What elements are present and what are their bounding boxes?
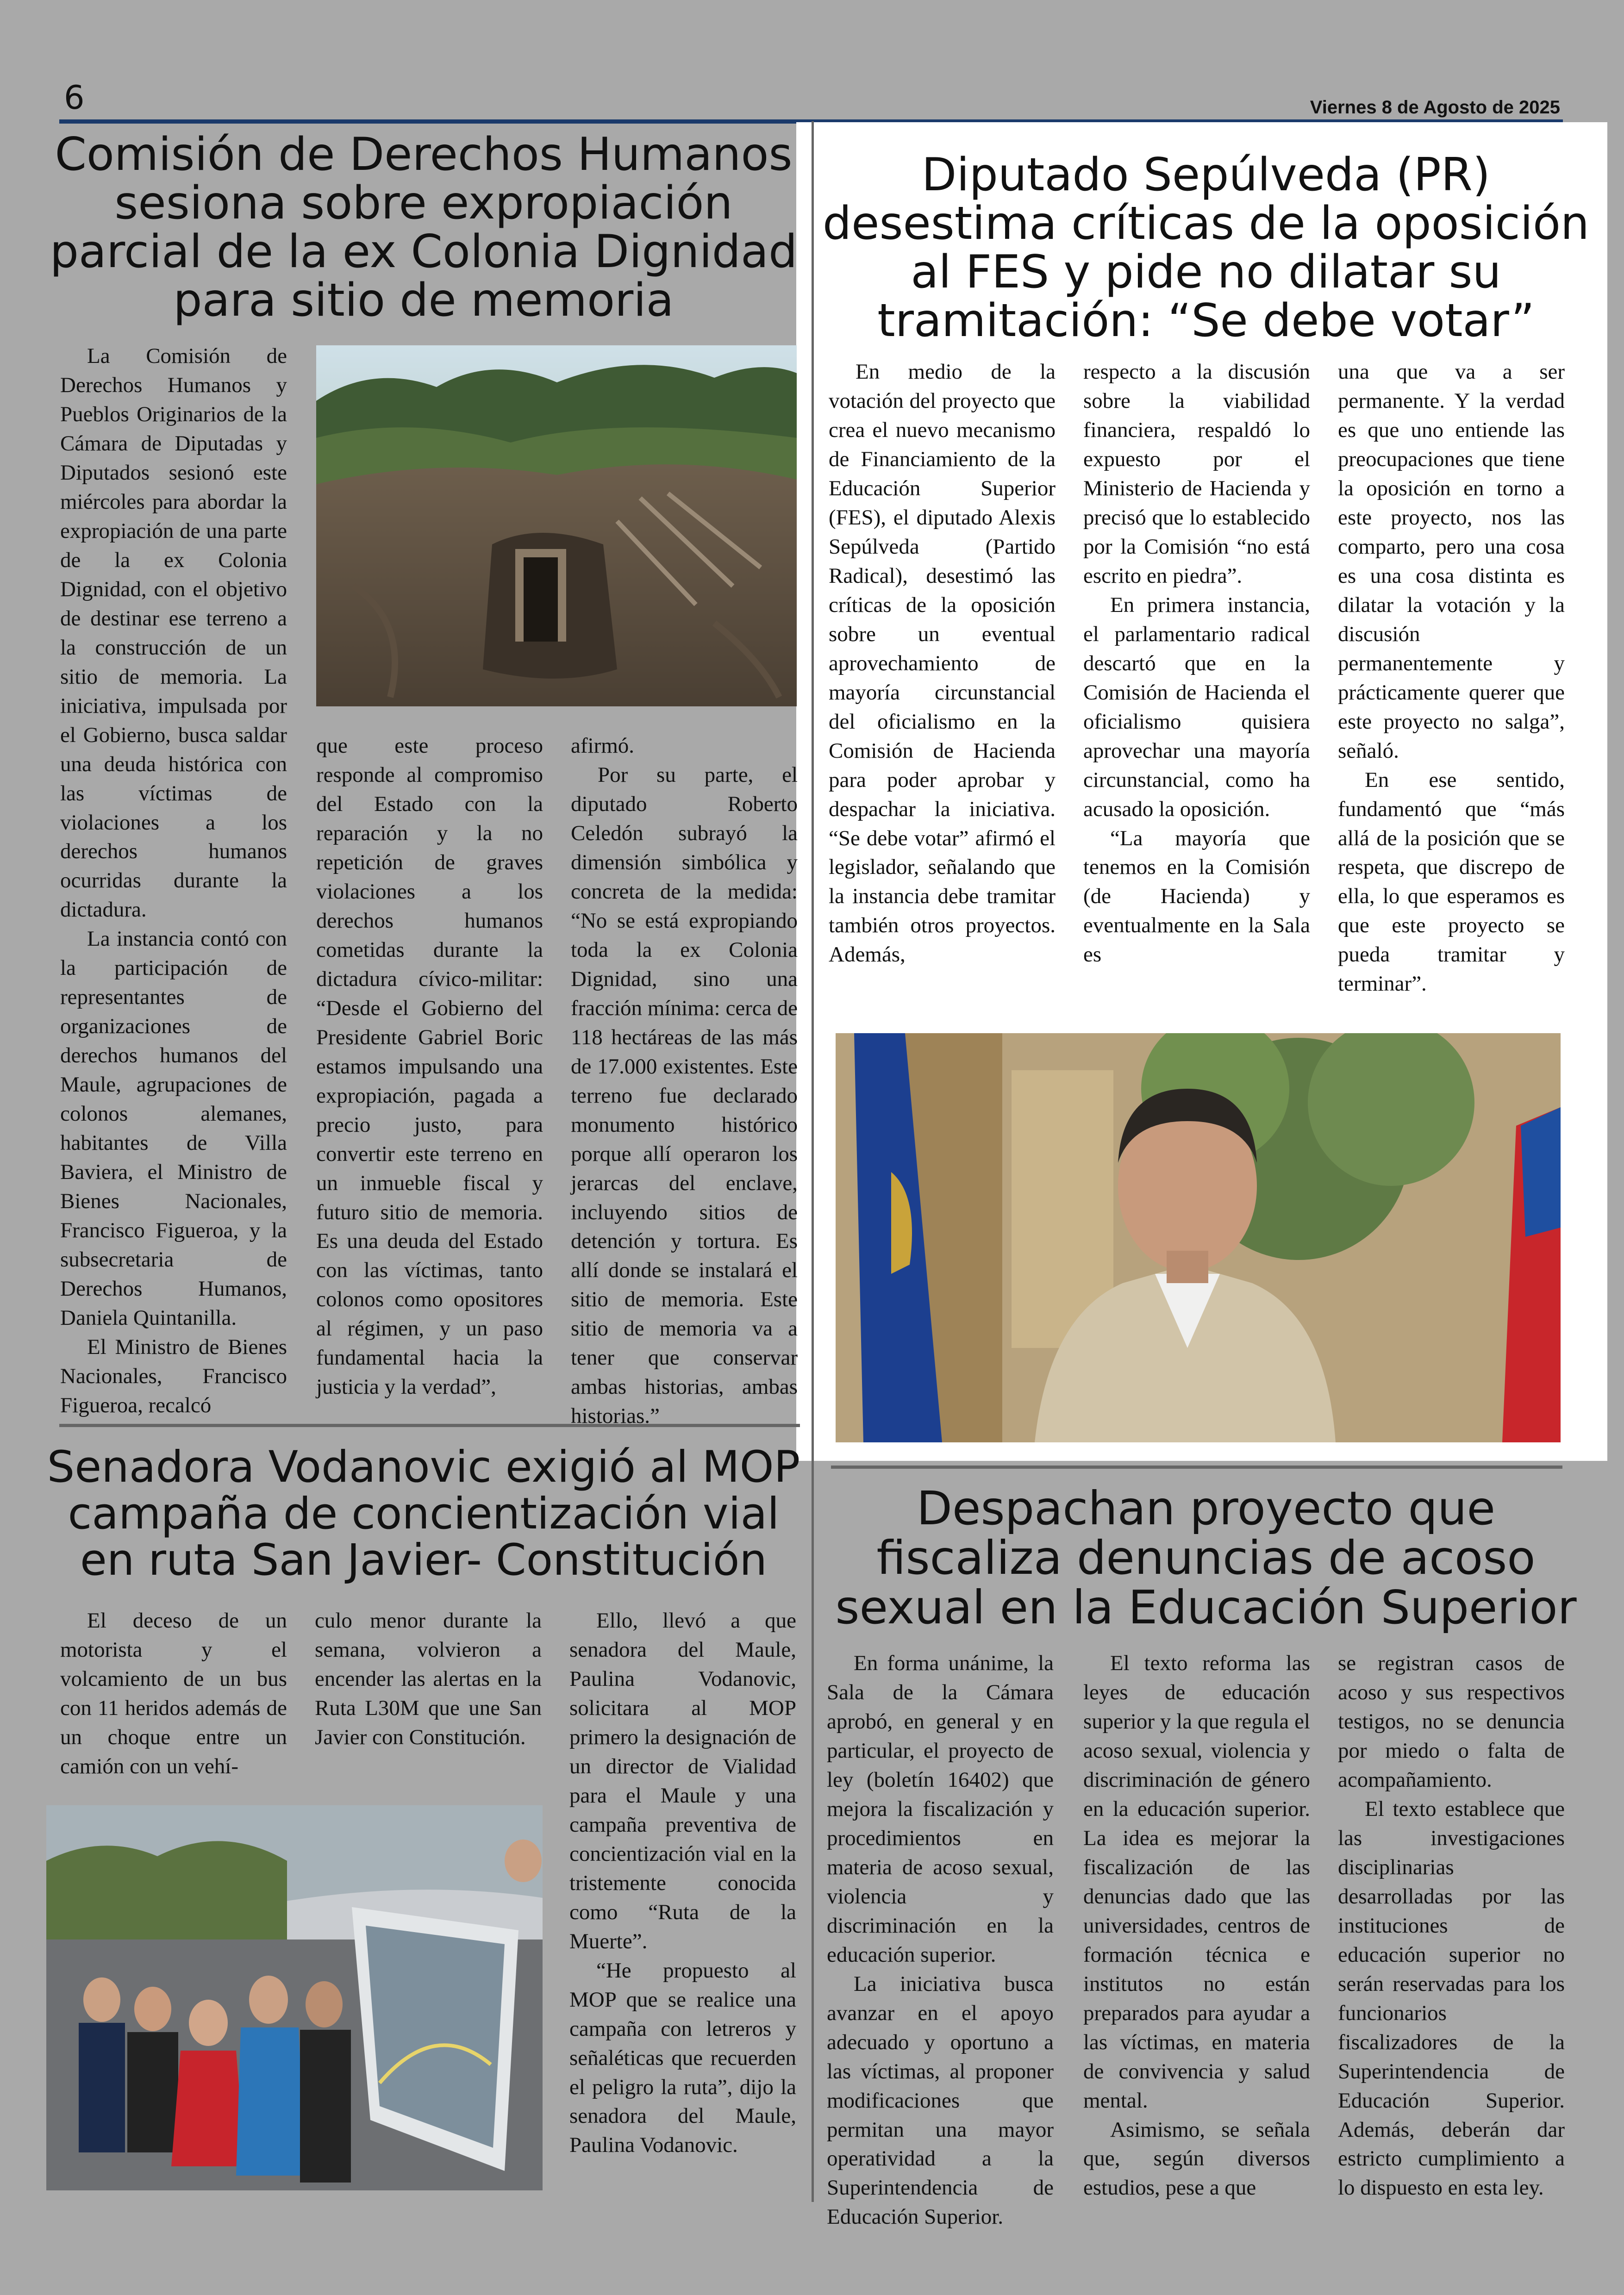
article1-headline: Comisión de Derechos Humanos sesiona sobre expropiación parcial de la ex Colonia Dignidad para sitio de memoria (50, 128, 798, 327)
article3-headline: Senadora Vodanovic exigió al MOP campaña de concientización vial en ruta San Javier- Constitución (47, 1442, 800, 1586)
column-divider (812, 121, 814, 2202)
paragraph: La instancia contó con la participación de representantes de organizaciones de derechos humanos del Maule, agrupaciones de colonos alemanes, habitantes de Villa Baviera, el Ministro de Bienes Nacionales, Francisco Figueroa, y la subsecretaria de Derechos Humanos, Daniela Quintanilla. (60, 927, 287, 1330)
article1-column-2 (316, 731, 543, 1402)
article1-photo-bunker (316, 345, 797, 706)
paragraph: que este proceso responde al compromiso del Estado con la reparación y la no repetición de graves violaciones a los derechos humanos cometidas durante la dictadura cívico-militar: “Desde el Gobierno del Presidente Gabriel Boric estamos impulsando una expropiación, pagada a precio justo, para convertir este terreno en un inmueble fiscal y futuro sitio de memoria. Es una deuda del Estado con las víctimas, tanto colonos como opositores al régimen, y un paso fundamental hacia la justicia y la verdad”, (316, 734, 543, 1399)
article4-headline: Despachan proyecto que fiscaliza denuncias de acoso sexual en la Educación Superior (835, 1481, 1577, 1634)
paragraph: En ese sentido, fundamentó que “más allá de la posición que se respeta, que discrepo de ella, lo que esperamos es que este proyecto se pueda tramitar y terminar”. (1338, 767, 1565, 996)
paragraph: respecto a la discusión sobre la viabilidad financiera, respaldó lo expuesto por el Ministerio de Hacienda y precisó que lo establecido por la Comisión “no está escrito en piedra”. (1083, 360, 1310, 588)
paragraph: El texto reforma las leyes de educación superior y la que regula el acoso sexual, violencia y discriminación de género en la educación superior. La idea es mejorar la fiscalización de las denuncias dado que las universidades, centros de formación técnica e institutos no están preparados para ayudar a las víctimas, en materia de convivencia y salud mental. (1083, 1651, 1310, 2113)
paragraph: Por su parte, el diputado Roberto Celedón subrayó la dimensión simbólica y concreta de la medida: “No se está expropiando toda la ex Colonia Dignidad, sino una fracción mínima: cerca de 118 hectáreas de las más de 17.000 existentes. Este terreno fue declarado monumento histórico porque allí operaron los jerarcas del enclave, incluyendo sitios de detención y tortura. Es allí donde se instalará el sitio de memoria. Este sitio de memoria va a tener que conservar ambas historias, ambas historias.” (571, 762, 798, 1428)
paragraph: Ello, llevó a que senadora del Maule, Paulina Vodanovic, solicitara al MOP primero la designación de un director de Vialidad para el Maule y una campaña preventiva de concientización vial en la tristemente conocida como “Ruta de la Muerte”. (569, 1609, 796, 1953)
paragraph: El deceso de un motorista y el volcamiento de un bus con 11 heridos además de un choque entre un camión con un vehí- (60, 1609, 287, 1778)
article3-column-2 (315, 1606, 542, 1752)
paragraph: El texto establece que las investigaciones disciplinarias desarrolladas por las instituciones de educación superior no serán reservadas para los funcionarios fiscalizadores de la Superintendencia de Educación Superior. Además, deberán dar estricto cumplimiento a lo dispuesto en esta ley. (1338, 1796, 1565, 2200)
deputy-portrait-image (836, 1033, 1561, 1442)
article2-headline: Diputado Sepúlveda (PR) desestima críticas de la oposición al FES y pide no dilatar su tramitación: “Se debe votar” (822, 149, 1590, 347)
paragraph: Asimismo, se señala que, según diversos estudios, pese a que (1083, 2117, 1310, 2200)
paragraph: En primera instancia, el parlamentario radical descartó que en la Comisión de Hacienda el oficialismo quisiera aprovechar una mayoría circunstancial, como ha acusado la oposición. (1083, 592, 1310, 821)
article3-column-3 (569, 1606, 796, 2160)
paragraph: En medio de la votación del proyecto que crea el nuevo mecanismo de Financiamiento de la Educación Superior (FES), el diputado Alexis Sepúlveda (Partido Radical), desestimó las críticas de la oposición sobre un eventual aprovechamiento de mayoría circunstancial del oficialismo en la Comisión de Hacienda para poder aprobar y despachar la iniciativa. “Se debe votar” afirmó el legislador, señalando que la instancia debe tramitar también otros proyectos. Además, (829, 360, 1056, 967)
paragraph: culo menor durante la semana, volvieron a encender las alertas en la Ruta L30M que une San Javier con Constitución. (315, 1609, 542, 1749)
paragraph: La iniciativa busca avanzar en el apoyo adecuado y oportuno a las víctimas, al proponer modificaciones que permitan una mayor operatividad a la Superintendencia de Educación Superior. (827, 1971, 1054, 2229)
paragraph: afirmó. (571, 734, 635, 758)
article4-column-3 (1338, 1649, 1565, 2202)
article1-column-1 (60, 342, 287, 1420)
article3-column-1 (60, 1606, 287, 1781)
paragraph: En forma unánime, la Sala de la Cámara aprobó, en general y en particular, el proyecto de ley (boletín 16402) que mejora la fiscalización y procedimientos en materia de acoso sexual, violencia y discriminación en la educación superior. (827, 1651, 1054, 1967)
bunker-entrance-image (316, 345, 797, 706)
paragraph: “He propuesto al MOP que se realice una campaña con letreros y señaléticas que recuerden el peligro la ruta”, dijo la senadora del Maule, Paulina Vodanovic. (569, 1958, 796, 2158)
article4-column-2 (1083, 1649, 1310, 2202)
paragraph: La Comisión de Derechos Humanos y Pueblos Originarios de la Cámara de Diputadas y Diputados sesionó este miércoles para abordar la expropiación de una parte de la ex Colonia Dignidad, con el objetivo de destinar ese terreno a la construcción de un sitio de memoria. La iniciativa, impulsada por el Gobierno, busca saldar una deuda histórica con las víctimas de violaciones a los derechos humanos ocurridas durante la dictadura. (60, 344, 287, 922)
article3-photo-senator-group (46, 1805, 543, 2190)
article2-column-1 (829, 357, 1056, 969)
page-number: 6 (64, 79, 85, 117)
paragraph: “La mayoría que tenemos en la Comisión (de Hacienda) y eventualmente en la Sala es (1083, 826, 1310, 967)
article4-column-1 (827, 1649, 1054, 2232)
senator-group-image (46, 1805, 543, 2190)
article2-photo-deputy (836, 1033, 1561, 1442)
article2-column-2 (1083, 357, 1310, 969)
paragraph: una que va a ser permanente. Y la verdad es que uno entiende las preocupaciones que tiene la oposición en torno a este proyecto, nos las comparto, pero una cosa es una cosa distinta es dilatar la votación y la discusión permanentemente y prácticamente querer que este proyecto no salga”, señaló. (1338, 360, 1565, 763)
issue-date: Viernes 8 de Agosto de 2025 (1310, 97, 1560, 118)
section-divider-right (831, 1466, 1562, 1469)
paragraph: El Ministro de Bienes Nacionales, Francisco Figueroa, recalcó (60, 1335, 287, 1417)
paragraph: se registran casos de acoso y sus respectivos testigos, no se denuncia por miedo o falta de acompañamiento. (1338, 1651, 1565, 1792)
article2-column-3 (1338, 357, 1565, 998)
article1-column-3 (571, 731, 798, 1431)
